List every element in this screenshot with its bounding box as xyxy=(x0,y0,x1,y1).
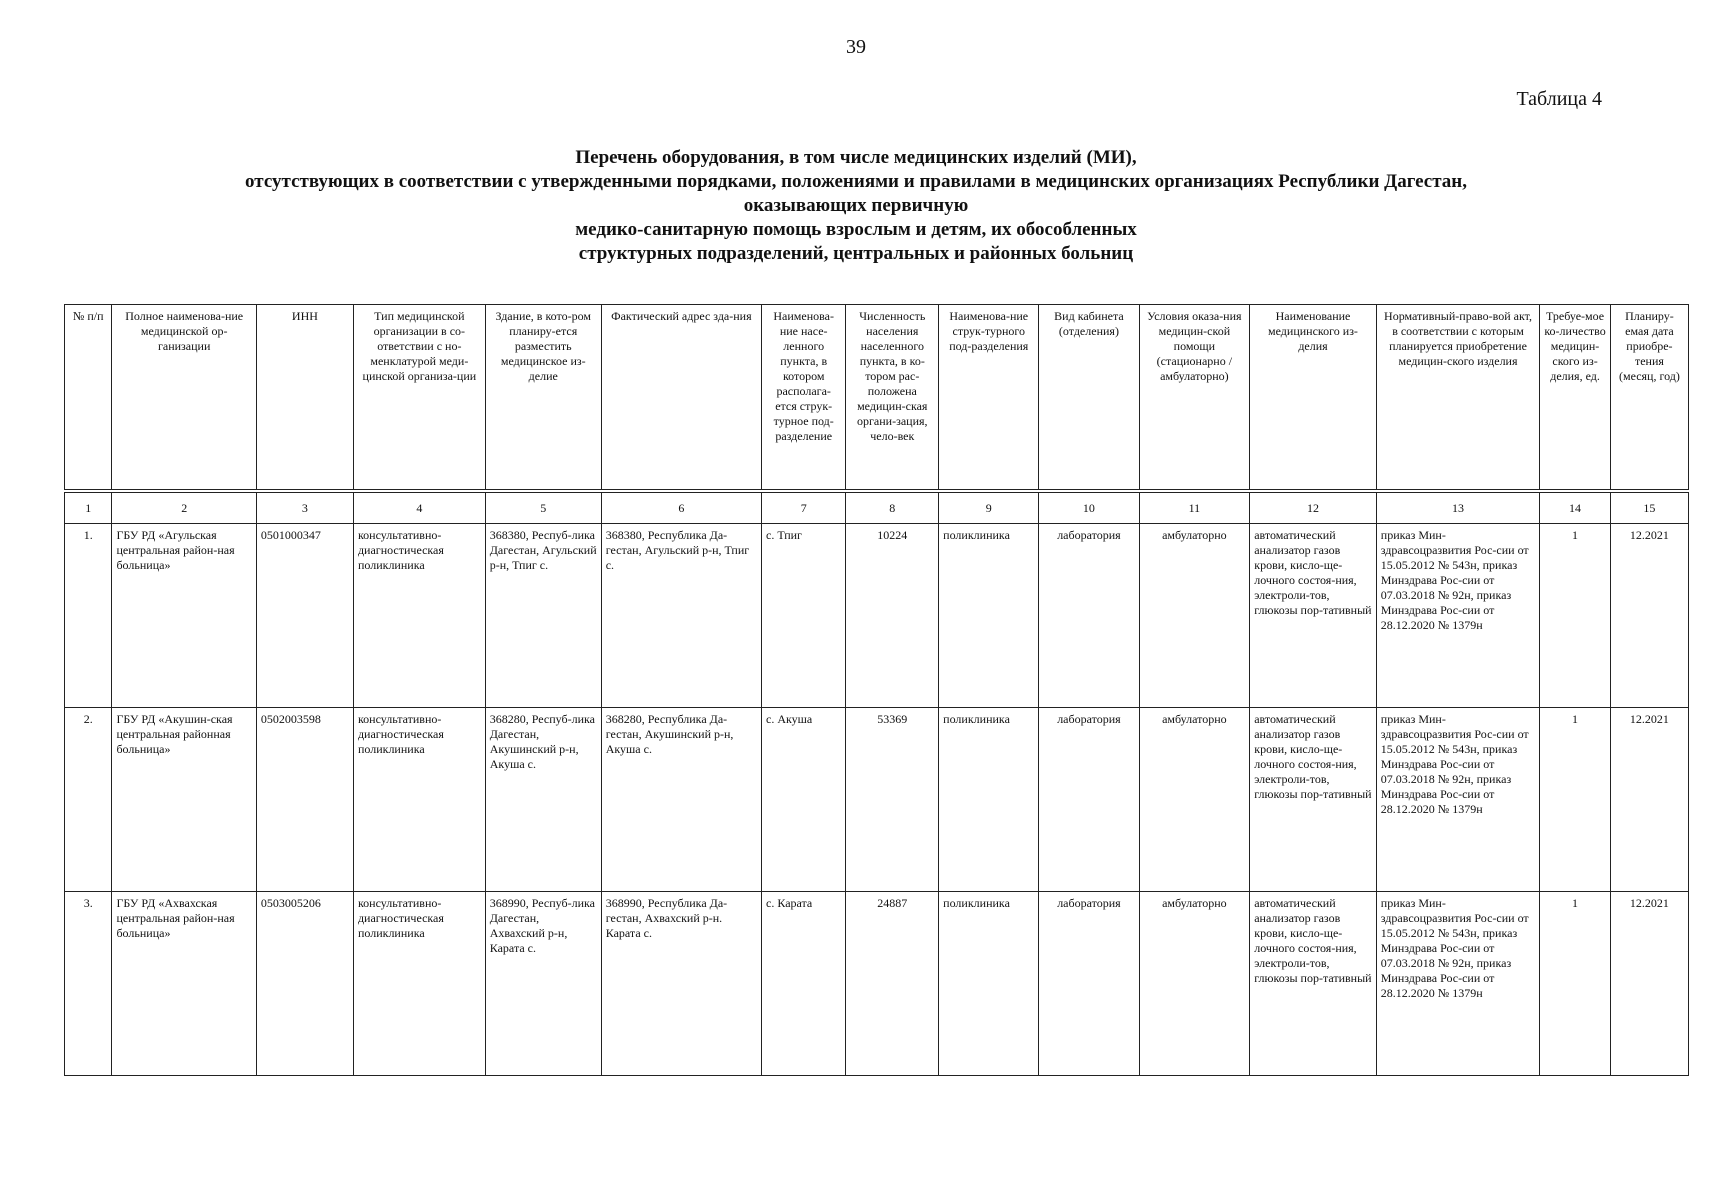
organization-type: консультативно-диагностическая поликлиника xyxy=(353,524,485,708)
inn: 0503005206 xyxy=(256,892,353,1076)
header-cell: Наименова-ние струк-турного под-разделения xyxy=(939,305,1039,490)
document-title xyxy=(60,146,1652,266)
legal-act: приказ Мин-здравсоцразвития Рос-сии от 15.05.2012 № 543н, приказ Минздрава Рос-сии от 07.03.2018 № 92н, приказ Минздрава Рос-сии от 28.12.2020 № 1379н xyxy=(1376,892,1539,1076)
organization-type: консультативно-диагностическая поликлиника xyxy=(353,708,485,892)
title-line-2: отсутствующих в соответствии с утвержденными порядками, положениями и правилами в медицинских организациях Республики Дагестан, xyxy=(245,171,1467,192)
settlement: с. Тпиг xyxy=(762,524,846,708)
row-number: 1. xyxy=(65,524,112,708)
table-row xyxy=(65,524,1689,708)
header-cell: Здание, в кото-ром планиру-ется разместить медицинское из-делие xyxy=(485,305,601,490)
purchase-date: 12.2021 xyxy=(1610,524,1688,708)
column-number: 8 xyxy=(846,493,939,524)
page-number: 39 xyxy=(846,36,866,58)
header-cell: № п/п xyxy=(65,305,112,490)
structural-unit: поликлиника xyxy=(939,708,1039,892)
purchase-date: 12.2021 xyxy=(1610,892,1688,1076)
table-label: Таблица 4 xyxy=(1516,88,1602,110)
row-number: 3. xyxy=(65,892,112,1076)
header-cell: Полное наименова-ние медицинской ор-ганизации xyxy=(112,305,256,490)
column-number: 7 xyxy=(762,493,846,524)
header-cell: Условия оказа-ния медицин-ской помощи (стационарно / амбулаторно) xyxy=(1139,305,1250,490)
header-row xyxy=(65,305,1689,490)
actual-address: 368380, Республика Да-гестан, Агульский р-н, Тпиг с. xyxy=(601,524,761,708)
header-cell: Наименование медицинского из-делия xyxy=(1250,305,1377,490)
population: 10224 xyxy=(846,524,939,708)
column-number: 15 xyxy=(1610,493,1688,524)
actual-address: 368280, Республика Да-гестан, Акушинский р-н, Акуша с. xyxy=(601,708,761,892)
medical-device: автоматический анализатор газов крови, кисло-ще-лочного состоя-ния, электроли-тов, глюкозы пор-тативный xyxy=(1250,708,1377,892)
column-number: 5 xyxy=(485,493,601,524)
purchase-date: 12.2021 xyxy=(1610,708,1688,892)
column-number: 11 xyxy=(1139,493,1250,524)
settlement: с. Карата xyxy=(762,892,846,1076)
actual-address: 368990, Республика Да-гестан, Ахвахский р-н. Карата с. xyxy=(601,892,761,1076)
column-number: 13 xyxy=(1376,493,1539,524)
inn: 0502003598 xyxy=(256,708,353,892)
legal-act: приказ Мин-здравсоцразвития Рос-сии от 15.05.2012 № 543н, приказ Минздрава Рос-сии от 07.03.2018 № 92н, приказ Минздрава Рос-сии от 28.12.2020 № 1379н xyxy=(1376,708,1539,892)
column-number: 2 xyxy=(112,493,256,524)
structural-unit: поликлиника xyxy=(939,524,1039,708)
quantity: 1 xyxy=(1540,892,1611,1076)
header-cell: ИНН xyxy=(256,305,353,490)
building: 368280, Респуб-лика Дагестан, Акушинский р-н, Акуша с. xyxy=(485,708,601,892)
structural-unit: поликлиника xyxy=(939,892,1039,1076)
quantity: 1 xyxy=(1540,708,1611,892)
column-number: 12 xyxy=(1250,493,1377,524)
header-cell: Планиру-емая дата приобре-тения (месяц, год) xyxy=(1610,305,1688,490)
medical-device: автоматический анализатор газов крови, кисло-ще-лочного состоя-ния, электроли-тов, глюкозы пор-тативный xyxy=(1250,524,1377,708)
settlement: с. Акуша xyxy=(762,708,846,892)
population: 24887 xyxy=(846,892,939,1076)
title-line-4: медико-санитарную помощь взрослым и детям, их обособленных xyxy=(575,219,1137,240)
title-line-3: оказывающих первичную xyxy=(743,195,969,216)
organization-type: консультативно-диагностическая поликлиника xyxy=(353,892,485,1076)
column-number: 9 xyxy=(939,493,1039,524)
title-line-5: структурных подразделений, центральных и районных больниц xyxy=(578,243,1134,264)
table-row xyxy=(65,708,1689,892)
equipment-table xyxy=(64,304,1689,1076)
inn: 0501000347 xyxy=(256,524,353,708)
medical-device: автоматический анализатор газов крови, кисло-ще-лочного состоя-ния, электроли-тов, глюкозы пор-тативный xyxy=(1250,892,1377,1076)
header-cell: Фактический адрес зда-ния xyxy=(601,305,761,490)
column-number: 3 xyxy=(256,493,353,524)
header-cell: Численность населения населенного пункта, в ко-тором рас-положена медицин-ская органи-зация, чело-век xyxy=(846,305,939,490)
care-conditions: амбулаторно xyxy=(1139,524,1250,708)
header-cell: Нормативный-право-вой акт, в соответствии с которым планируется приобретение медицин-ского изделия xyxy=(1376,305,1539,490)
quantity: 1 xyxy=(1540,524,1611,708)
column-number: 10 xyxy=(1039,493,1139,524)
legal-act: приказ Мин-здравсоцразвития Рос-сии от 15.05.2012 № 543н, приказ Минздрава Рос-сии от 07.03.2018 № 92н, приказ Минздрава Рос-сии от 28.12.2020 № 1379н xyxy=(1376,524,1539,708)
row-number: 2. xyxy=(65,708,112,892)
header-cell: Вид кабинета (отделения) xyxy=(1039,305,1139,490)
organization-name: ГБУ РД «Акушин-ская центральная районная больница» xyxy=(112,708,256,892)
care-conditions: амбулаторно xyxy=(1139,892,1250,1076)
cabinet-type: лаборатория xyxy=(1039,524,1139,708)
organization-name: ГБУ РД «Ахвахская центральная район-ная больница» xyxy=(112,892,256,1076)
title-line-1: Перечень оборудования, в том числе медицинских изделий (МИ), xyxy=(575,147,1137,168)
header-cell: Тип медицинской организации в со-ответствии с но-менклатурой меди-цинской организа-ции xyxy=(353,305,485,490)
header-cell: Требуе-мое ко-личество медицин-ского из-делия, ед. xyxy=(1540,305,1611,490)
column-number: 4 xyxy=(353,493,485,524)
column-number-row xyxy=(65,493,1689,524)
header-cell: Наименова-ние насе-ленного пункта, в котором располага-ется струк-турное под-разделение xyxy=(762,305,846,490)
column-number: 1 xyxy=(65,493,112,524)
cabinet-type: лаборатория xyxy=(1039,892,1139,1076)
care-conditions: амбулаторно xyxy=(1139,708,1250,892)
column-number: 6 xyxy=(601,493,761,524)
column-number: 14 xyxy=(1540,493,1611,524)
table-row xyxy=(65,892,1689,1076)
building: 368990, Респуб-лика Дагестан, Ахвахский р-н, Карата с. xyxy=(485,892,601,1076)
cabinet-type: лаборатория xyxy=(1039,708,1139,892)
building: 368380, Респуб-лика Дагестан, Агульский р-н, Тпиг с. xyxy=(485,524,601,708)
organization-name: ГБУ РД «Агульская центральная район-ная больница» xyxy=(112,524,256,708)
population: 53369 xyxy=(846,708,939,892)
